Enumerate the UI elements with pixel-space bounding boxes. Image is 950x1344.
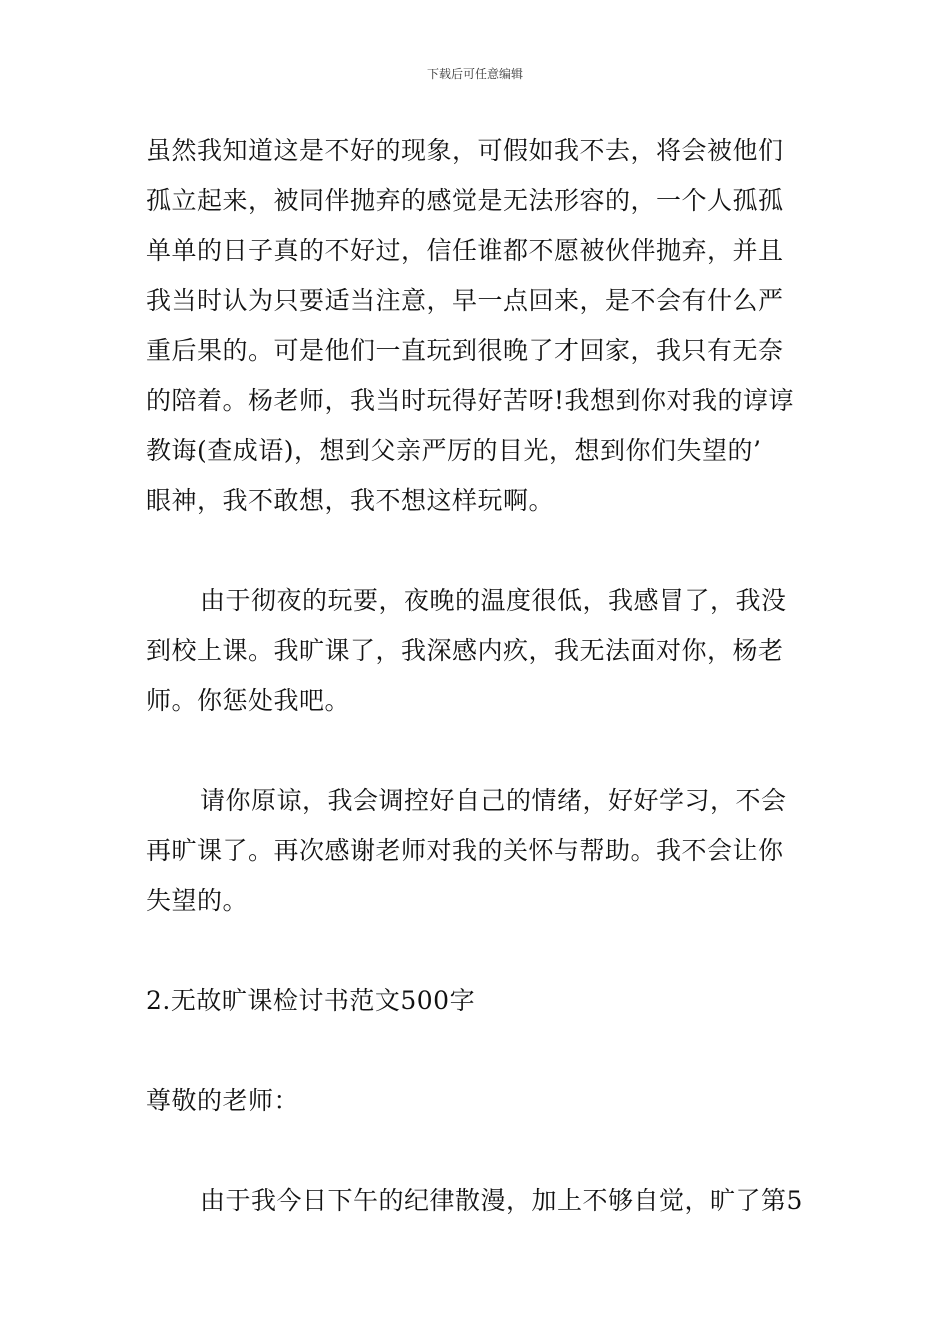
paragraph-3 (146, 776, 816, 926)
text-line: 师。你惩处我吧。 (146, 686, 351, 715)
text-line: 重后果的。可是他们一直玩到很晚了才回家，我只有无奈 (146, 336, 784, 365)
paragraph-gap (146, 526, 816, 576)
text-line: 单单的日子真的不好过，信任谁都不愿被伙伴抛弃，并且 (146, 236, 784, 265)
salutation: 尊敬的老师： (146, 1086, 300, 1115)
text-line: 教诲(查成语)，想到父亲严厉的目光，想到你们失望的’ (146, 436, 762, 465)
text-line: 孤立起来，被同伴抛弃的感觉是无法形容的，一个人孤孤 (146, 186, 784, 215)
text-line: 到校上课。我旷课了，我深感内疚，我无法面对你，杨老 (146, 636, 784, 665)
text-line: 我当时认为只要适当注意，早一点回来，是不会有什么严 (146, 286, 784, 315)
paragraph-gap (146, 726, 816, 776)
text-line: 失望的。 (146, 886, 249, 915)
text-line: 再旷课了。再次感谢老师对我的关怀与帮助。我不会让你 (146, 836, 784, 865)
text-line: 由于我今日下午的纪律散漫，加上不够自觉，旷了第5 (200, 1186, 803, 1215)
paragraph-4 (146, 1176, 816, 1226)
page-header: 下载后可任意编辑 (426, 67, 523, 81)
text-line: 由于彻夜的玩要，夜晚的温度很低，我感冒了，我没 (200, 586, 787, 615)
text-line: 虽然我知道这是不好的现象，可假如我不去，将会被他们 (146, 136, 784, 165)
document-body (146, 126, 816, 1226)
paragraph-gap (146, 1026, 816, 1076)
text-line: 眼神，我不敢想，我不想这样玩啊。 (146, 486, 555, 515)
text-line: 请你原谅，我会调控好自己的情绪，好好学习，不会 (200, 786, 787, 815)
paragraph-gap (146, 926, 816, 976)
section-title: 2.无故旷课检讨书范文500字 (146, 986, 476, 1015)
paragraph-gap (146, 1126, 816, 1176)
paragraph-1 (146, 126, 816, 526)
paragraph-2 (146, 576, 816, 726)
text-line: 的陪着。杨老师，我当时玩得好苦呀!我想到你对我的谆谆 (146, 386, 795, 415)
